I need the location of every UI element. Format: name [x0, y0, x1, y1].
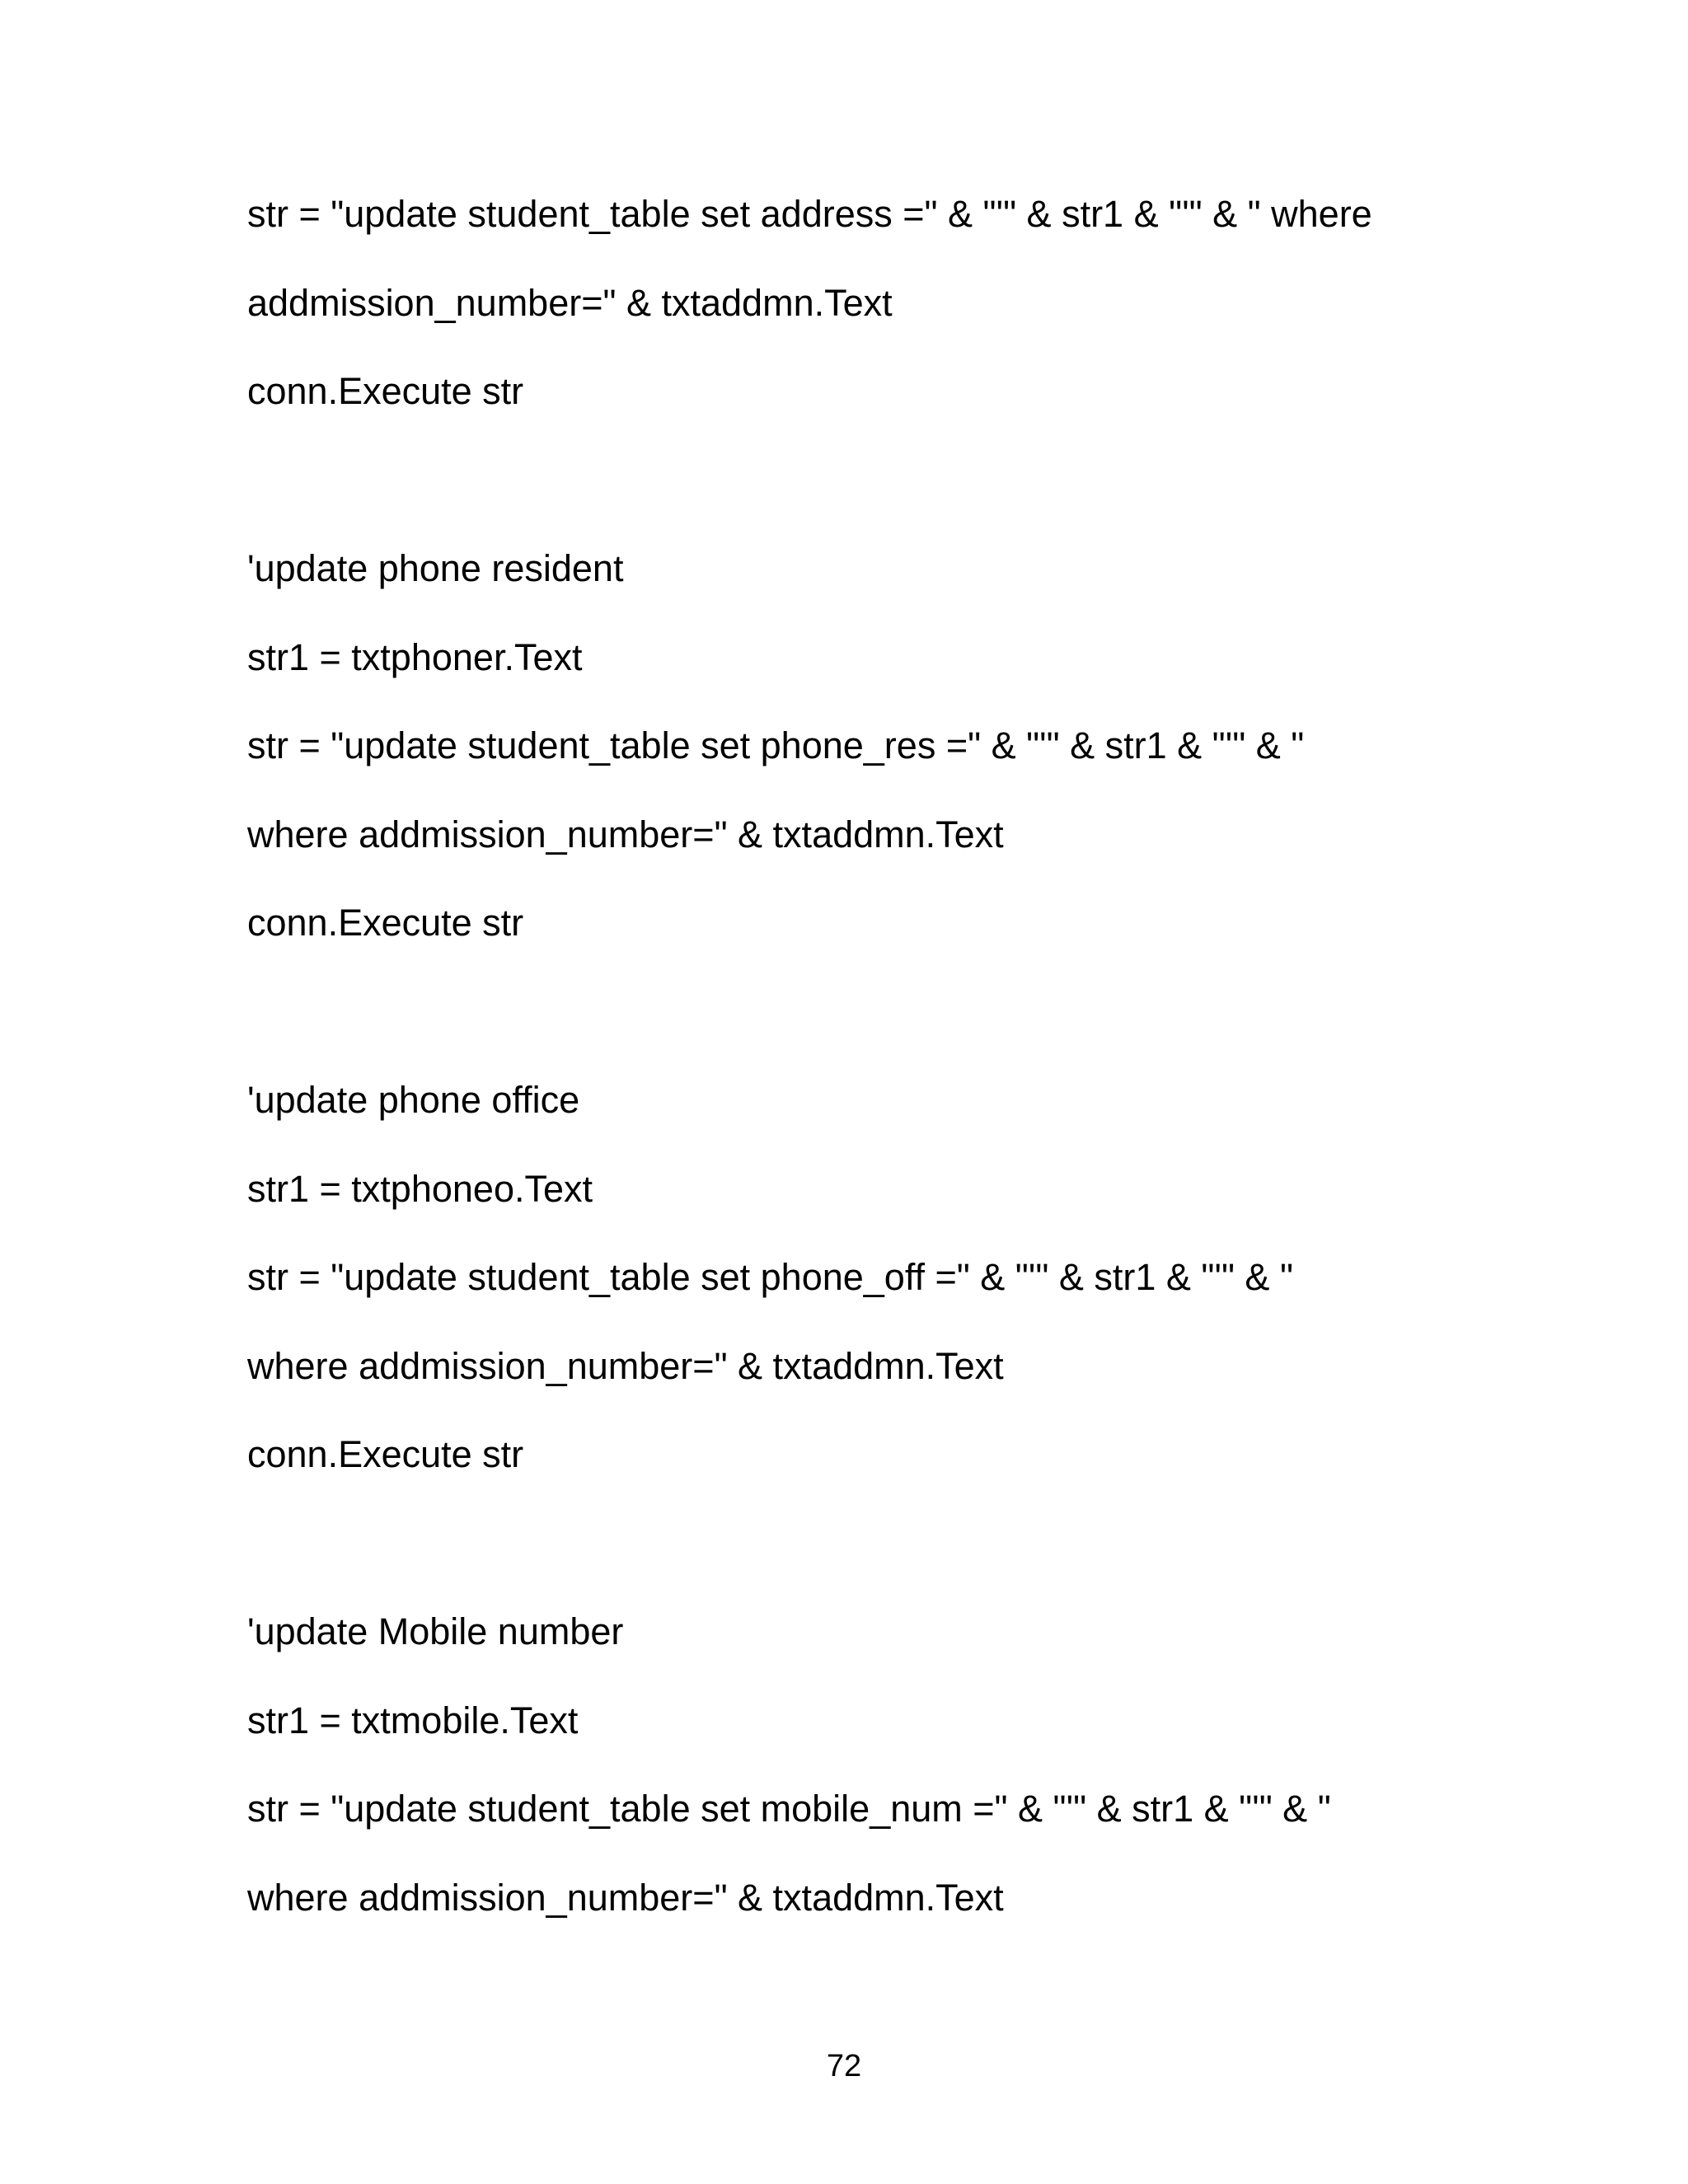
code-line: conn.Execute str — [247, 370, 524, 412]
code-line: where addmission_number=" & txtaddmn.Text — [247, 813, 1004, 855]
code-comment: 'update phone office — [247, 1079, 580, 1121]
code-comment: 'update phone resident — [247, 547, 624, 589]
code-line: conn.Execute str — [247, 902, 524, 944]
code-line: str = "update student_table set address =" & "'" & str1 & "'" & " where — [247, 193, 1372, 235]
code-line: str = "update student_table set mobile_num =" & "'" & str1 & "'" & " — [247, 1788, 1331, 1830]
code-line: str1 = txtmobile.Text — [247, 1699, 579, 1741]
code-block — [247, 190, 1566, 1961]
code-line: str = "update student_table set phone_off =" & "'" & str1 & "'" & " — [247, 1256, 1293, 1298]
code-line: where addmission_number=" & txtaddmn.Text — [247, 1344, 1004, 1387]
code-line: str1 = txtphoneo.Text — [247, 1167, 593, 1210]
code-comment: 'update Mobile number — [247, 1610, 624, 1652]
code-line: str = "update student_table set phone_res =" & "'" & str1 & "'" & " — [247, 724, 1305, 766]
blank-line — [247, 456, 1566, 505]
page-number: 72 — [826, 2049, 862, 2083]
blank-line — [247, 987, 1566, 1037]
blank-line — [247, 1519, 1566, 1568]
code-line: addmission_number=" & txtaddmn.Text — [247, 281, 893, 324]
code-line: where addmission_number=" & txtaddmn.Text — [247, 1876, 1004, 1919]
code-line: str1 = txtphoner.Text — [247, 635, 583, 678]
code-line: conn.Execute str — [247, 1433, 524, 1475]
